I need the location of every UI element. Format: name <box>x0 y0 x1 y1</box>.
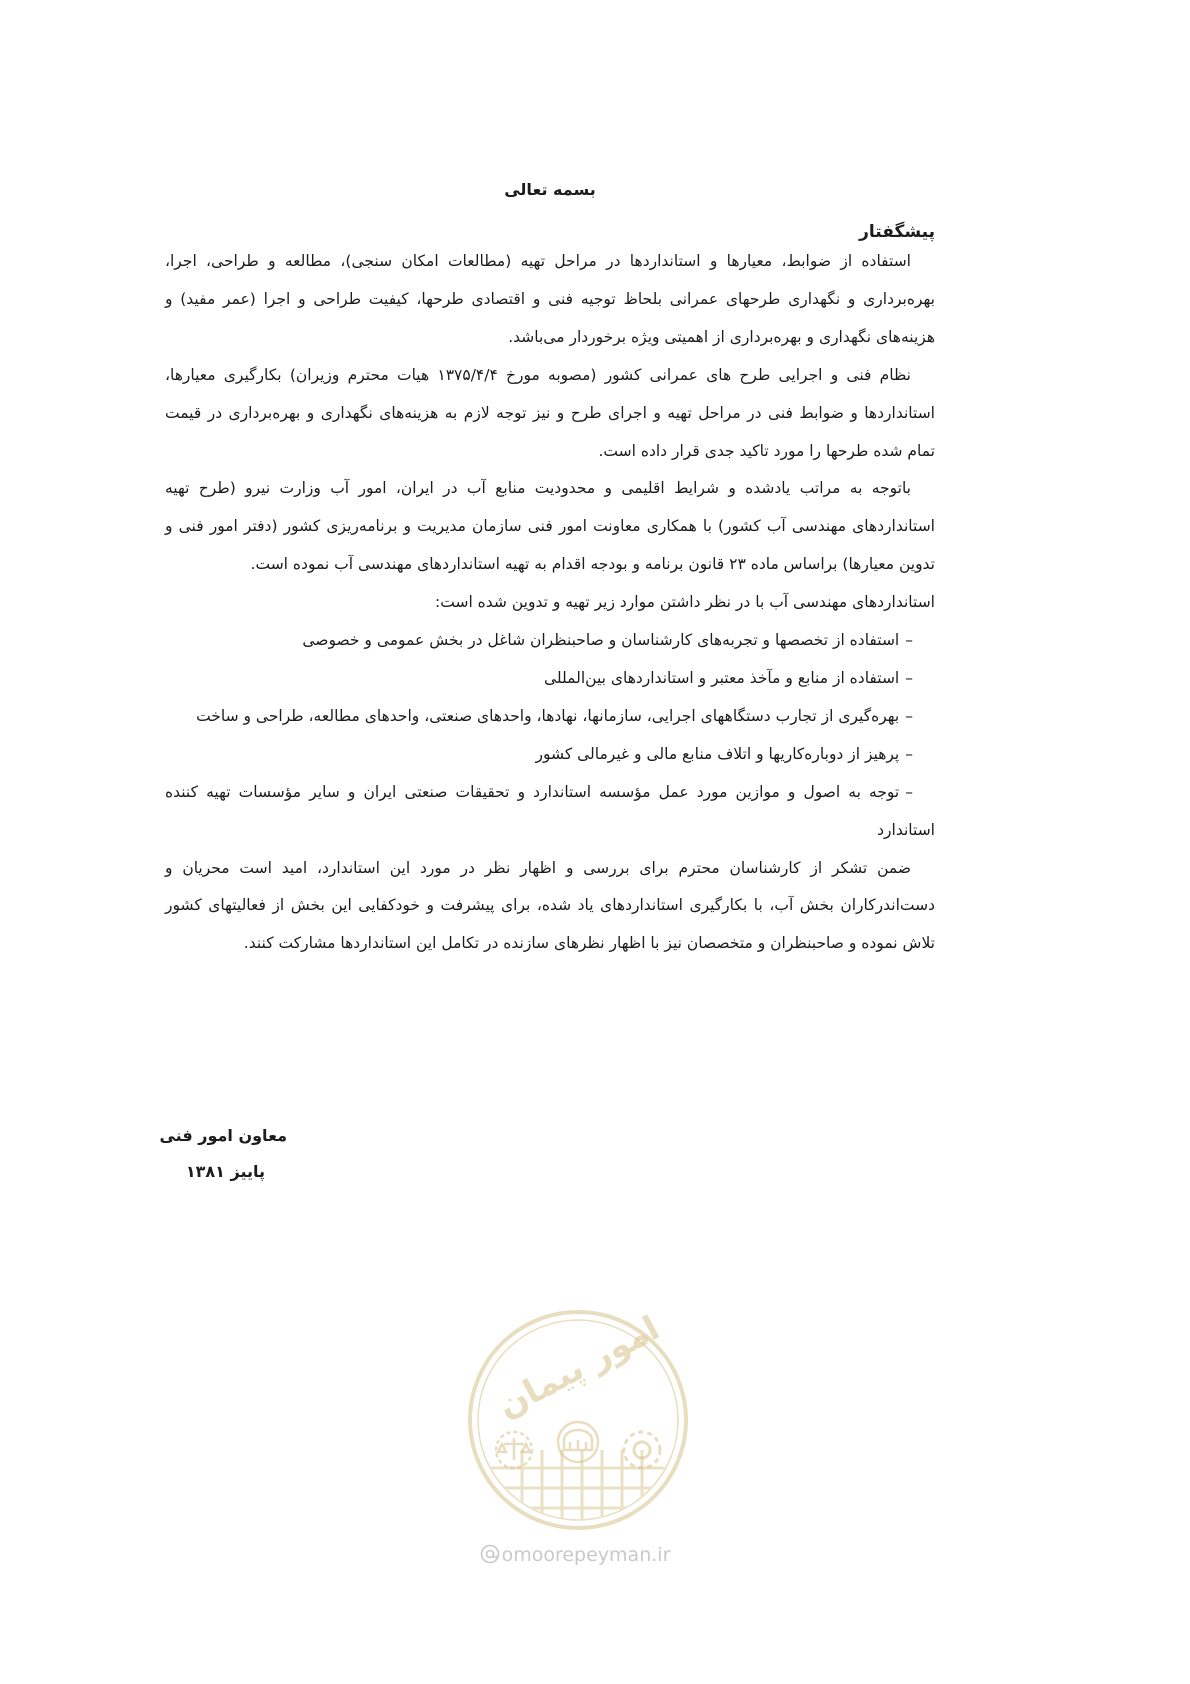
list-item <box>165 698 935 736</box>
list-item <box>165 622 935 660</box>
list-item-text: توجه به اصول و موازین مورد عمل مؤسسه استاندارد و تحقیقات صنعتی ایران و سایر مؤسسات تهیه کننده استاندارد <box>165 782 935 839</box>
bullet-marker: – <box>905 744 913 763</box>
watermark-logo <box>462 1300 694 1540</box>
paragraph: استفاده از ضوابط، معیارها و استانداردها در مراحل تهیه (مطالعات امکان سنجی)، مطالعه و طراحی، اجرا، بهره‌برداری و نگهداری طرحهای عمرانی بلحاظ توجیه فنی و اقتصادی طرحها، کیفیت طراحی و اجرا (عمر مفید) و هزینه‌های نگهداری و بهره‌برداری از اهمیتی ویژه برخوردار می‌باشد. <box>165 252 935 346</box>
bullet-marker: – <box>905 706 913 725</box>
bullet-marker: – <box>905 782 913 801</box>
scales-icon <box>496 1432 532 1468</box>
at-icon <box>480 1544 500 1564</box>
signature-date: پاییز ۱۳۸۱ <box>185 1162 265 1181</box>
website-text: omoorepeyman.ir <box>501 1544 671 1566</box>
section-heading: پیشگفتار <box>859 222 935 242</box>
bullet-marker: – <box>905 631 913 650</box>
bullet-marker: – <box>905 668 913 687</box>
list-item-text: استفاده از تخصصها و تجربه‌های کارشناسان و صاحبنظران شاغل در بخش عمومی و خصوصی <box>302 631 900 650</box>
signature-title: معاون امور فنی <box>159 1126 287 1145</box>
closing-paragraph: ضمن تشکر از کارشناسان محترم برای بررسی و اظهار نظر در مورد این استاندارد، امید است محریان و دست‌اندرکاران بخش آب، با بکارگیری استانداردهای یاد شده، برای پیشرفت و خودکفایی این بخش از فعالیتهای کشور تلاش نموده و صاحبنظران و متخصصان نیز با اظهار نظرهای سازنده در تکامل این استانداردها مشارکت کنند. <box>165 858 935 953</box>
list-item-text: استفاده از منابع و مآخذ معتبر و استانداردهای بین‌المللی <box>543 668 900 687</box>
basmala-title: بسمه تعالی <box>504 180 596 199</box>
list-item <box>165 774 935 850</box>
paragraph: باتوجه به مراتب یادشده و شرایط اقلیمی و محدودیت منابع آب در ایران، امور آب وزارت نیرو (طرح تهیه استانداردهای مهندسی آب کشور) با همکاری معاونت امور فنی سازمان مدیریت و برنامه‌ریزی کشور (دفتر امور فنی و تدوین معیارها) براساس ماده ۲۳ قانون برنامه و بودجه اقدام به تهیه استانداردهای مهندسی آب نموده است. <box>165 479 935 574</box>
list-item <box>165 736 935 774</box>
paragraph: نظام فنی و اجرایی طرح های عمرانی کشور (مصوبه مورخ ۱۳۷۵/۴/۴ هیات محترم وزیران) بکارگیری معیارها، استانداردها و ضوابط فنی در مراحل تهیه و اجرای طرح و نیز توجه لازم به هزینه‌های نگهداری و بهره‌برداری در قیمت تمام شده طرحها را مورد تاکید جدی قرار داده است. <box>165 365 935 460</box>
logo-text: امور پیمان <box>491 1308 666 1427</box>
list-item <box>165 660 935 698</box>
list-item-text: پرهیز از دوباره‌کاریها و اتلاف منابع مالی و غیرمالی کشور <box>535 744 900 763</box>
document-body <box>165 243 935 963</box>
building-icon <box>558 1422 598 1462</box>
watermark-website <box>455 1541 695 1569</box>
list-item-text: بهره‌گیری از تجارب دستگاههای اجرایی، سازمانها، نهادها، واحدهای صنعتی، واحدهای مطالعه، طراحی و ساخت <box>196 706 900 725</box>
list-intro: استانداردهای مهندسی آب با در نظر داشتن موارد زیر تهیه و تدوین شده است: <box>435 593 935 612</box>
